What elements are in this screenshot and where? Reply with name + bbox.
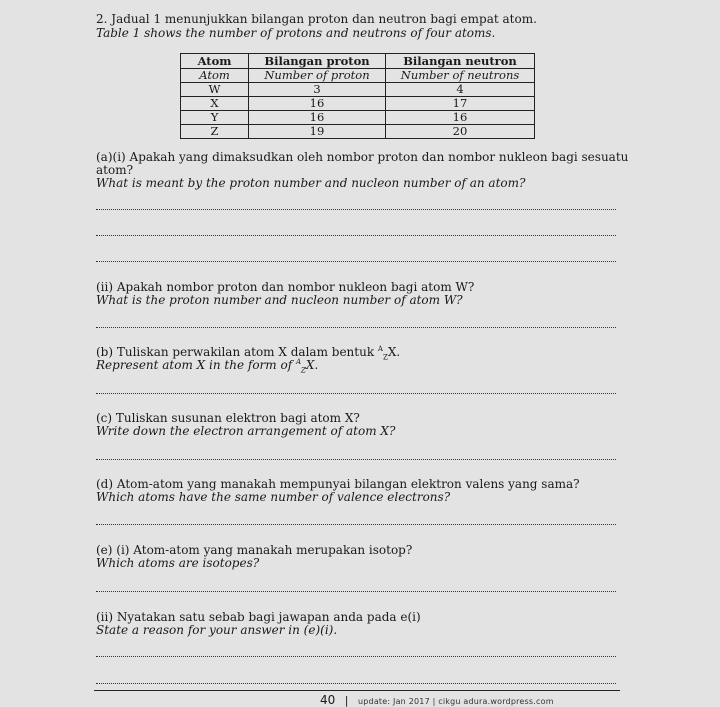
table-cell: 16: [249, 111, 386, 125]
notation-z: Z: [301, 366, 306, 375]
answer-line[interactable]: [96, 393, 616, 394]
answer-line[interactable]: [96, 524, 616, 525]
footer-rule: [94, 690, 620, 691]
table-cell: Y: [181, 111, 249, 125]
footer-separator: |: [344, 694, 349, 707]
part-b-en-text: Represent atom X in the form of: [96, 358, 293, 372]
part-a-i-ms-line2: atom?: [96, 163, 134, 177]
header-neutron-en: Number of neutrons: [386, 69, 535, 83]
part-d-en: Which atoms have the same number of valence electrons?: [96, 490, 451, 504]
header-proton-en: Number of proton: [249, 69, 386, 83]
part-c-ms: (c) Tuliskan susunan elektron bagi atom X?: [96, 411, 360, 425]
part-a-ii-en: What is the proton number and nucleon number of atom W?: [96, 293, 463, 307]
notation-x: X.: [305, 358, 319, 372]
table-cell: X: [181, 97, 249, 111]
answer-line[interactable]: [96, 459, 616, 460]
part-b-en: [96, 358, 319, 375]
part-e-ii-ms: (ii) Nyatakan satu sebab bagi jawapan anda pada e(i): [96, 610, 421, 624]
notation-x: X.: [387, 345, 401, 359]
table-cell: 4: [386, 83, 535, 97]
table-cell: W: [181, 83, 249, 97]
part-d-ms: (d) Atom-atom yang manakah mempunyai bilangan elektron valens yang sama?: [96, 477, 580, 491]
notation-a: A: [295, 358, 302, 366]
part-a-i-ms-line1: (a)(i) Apakah yang dimaksudkan oleh nombor proton dan nombor nukleon bagi sesuatu: [96, 150, 629, 164]
table-cell: 3: [249, 83, 386, 97]
answer-line[interactable]: [96, 235, 616, 236]
table-cell: 19: [249, 125, 386, 139]
answer-line[interactable]: [96, 327, 616, 328]
question-title-en: Table 1 shows the number of protons and neutrons of four atoms.: [96, 26, 496, 40]
footer-meta: update: Jan 2017 | cikgu adura.wordpress.com: [358, 697, 554, 706]
part-a-i-en: What is meant by the proton number and nucleon number of an atom?: [96, 176, 526, 190]
question-title-ms: 2. Jadual 1 menunjukkan bilangan proton dan neutron bagi empat atom.: [96, 12, 537, 26]
table-header-row: [181, 54, 535, 69]
answer-line[interactable]: [96, 591, 616, 592]
atoms-table: [180, 53, 535, 139]
answer-line[interactable]: [96, 209, 616, 210]
notation-a: A: [377, 345, 383, 353]
page-number: 40: [320, 693, 336, 707]
answer-line[interactable]: [96, 261, 616, 262]
answer-line[interactable]: [96, 656, 616, 657]
part-e-i-ms: (e) (i) Atom-atom yang manakah merupakan isotop?: [96, 543, 413, 557]
table-row: [181, 97, 535, 111]
part-e-ii-en: State a reason for your answer in (e)(i).: [96, 623, 338, 637]
answer-line[interactable]: [96, 683, 616, 684]
header-proton: Bilangan proton: [249, 54, 386, 69]
notation-z: Z: [382, 353, 388, 362]
table-cell: 17: [386, 97, 535, 111]
table-cell: 20: [386, 125, 535, 139]
header-atom: Atom: [181, 54, 249, 69]
table-row: [181, 83, 535, 97]
table-cell: 16: [249, 97, 386, 111]
page-footer: [320, 693, 554, 707]
table-cell: 16: [386, 111, 535, 125]
part-c-en: Write down the electron arrangement of atom X?: [96, 424, 396, 438]
table-header-row-en: [181, 69, 535, 83]
header-atom-en: Atom: [181, 69, 249, 83]
part-e-i-en: Which atoms are isotopes?: [96, 556, 260, 570]
table-cell: Z: [181, 125, 249, 139]
part-a-ii-ms: (ii) Apakah nombor proton dan nombor nukleon bagi atom W?: [96, 280, 475, 294]
table-row: [181, 125, 535, 139]
part-b-ms-text: (b) Tuliskan perwakilan atom X dalam bentuk: [96, 345, 375, 359]
header-neutron: Bilangan neutron: [386, 54, 535, 69]
table-row: [181, 111, 535, 125]
